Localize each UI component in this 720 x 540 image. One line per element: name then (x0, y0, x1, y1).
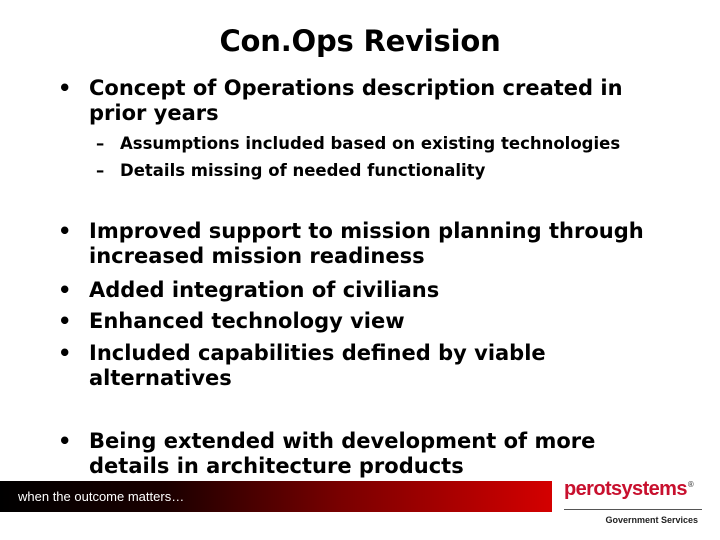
bullet-icon: • (58, 309, 72, 333)
bullet-item-civilians (58, 278, 678, 303)
bullet-icon: • (58, 341, 72, 365)
bullet-item-architecture (58, 429, 678, 479)
bullet-item-concept (58, 76, 678, 126)
sub-bullet-text: Assumptions included based on existing technologies (120, 134, 621, 153)
registered-mark: ® (687, 480, 694, 490)
bullet-text: Concept of Operations description created in prior years (89, 76, 623, 125)
dash-icon: – (96, 161, 105, 180)
bullet-item-technology-view (58, 309, 678, 334)
logo-wordmark: perotsystems® (564, 478, 694, 500)
bullet-text: Added integration of civilians (89, 278, 440, 302)
sub-bullet-text: Details missing of needed functionality (120, 161, 486, 180)
footer-bar (0, 481, 552, 512)
bullet-icon: • (58, 76, 72, 100)
bullet-text: Improved support to mission planning through increased mission readiness (89, 219, 644, 268)
company-logo (562, 478, 712, 534)
dash-icon: – (96, 134, 105, 153)
logo-subtitle: Government Services (605, 515, 698, 525)
slide-title: Con.Ops Revision (219, 24, 501, 58)
sub-bullet-details-missing (96, 157, 696, 184)
bullet-icon: • (58, 278, 72, 302)
sub-bullet-assumptions (96, 130, 696, 157)
bullet-icon: • (58, 219, 72, 243)
bullet-text: Enhanced technology view (89, 309, 405, 333)
bullet-text: Being extended with development of more details in architecture products (89, 429, 596, 478)
bullet-text: Included capabilities defined by viable alternatives (89, 341, 546, 390)
bullet-item-mission-planning (58, 219, 678, 269)
bullet-icon: • (58, 429, 72, 453)
bullet-item-capabilities (58, 341, 678, 391)
logo-divider (564, 509, 702, 510)
footer-tagline: when the outcome matters… (18, 489, 185, 504)
